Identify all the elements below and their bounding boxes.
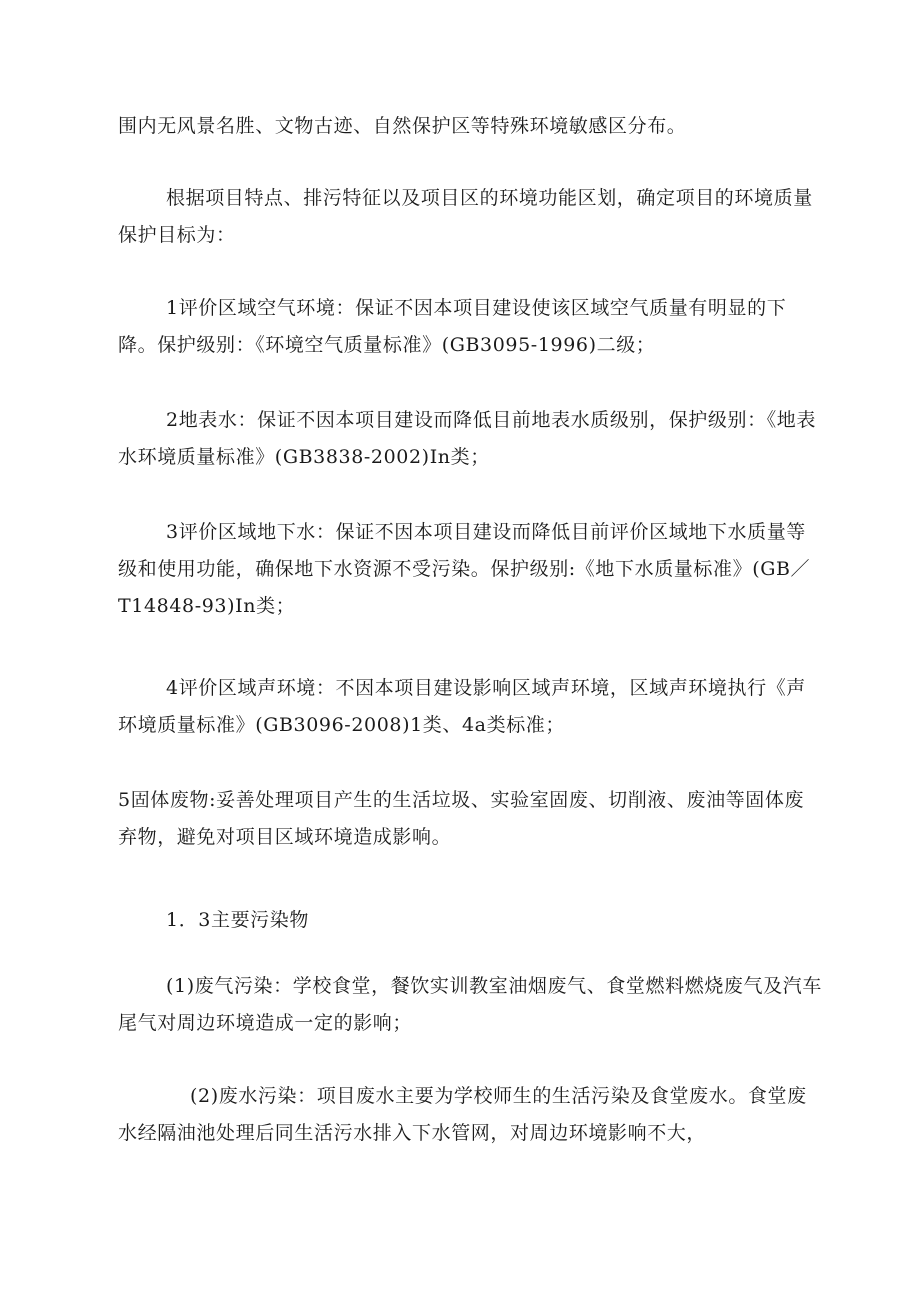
paragraph-surface-water: 2地表水：保证不因本项目建设而降低目前地表水质级别，保护级别：《地表水环境质量标准》(GB3838-2002)In类；	[118, 409, 816, 468]
paragraph-solid-waste: 5固体废物:妥善处理项目产生的生活垃圾、实验室固废、切削液、废油等固体废弃物，避免对项目区域环境造成影响。	[118, 789, 805, 848]
paragraph-acoustic-environment: 4评价区域声环境：不因本项目建设影响区域声环境，区域声环境执行《声环境质量标准》(GB3096-2008)1类、4a类标准；	[118, 677, 806, 736]
paragraph-waste-water-pollution: (2)废水污染：项目废水主要为学校师生的生活污染及食堂废水。食堂废水经隔油池处理后同生活污水排入下水管网，对周边环境影响不大，	[118, 1085, 807, 1144]
paragraph-air-environment: 1评价区域空气环境：保证不因本项目建设使该区域空气质量有明显的下降。保护级别：《环境空气质量标准》(GB3095-1996)二级；	[118, 297, 787, 356]
paragraph-groundwater: 3评价区域地下水：保证不因本项目建设而降低目前评价区域地下水质量等级和使用功能，确保地下水资源不受污染。保护级别:《地下水质量标准》(GB／T14848-93)In类；	[118, 521, 811, 617]
section-heading-main-pollutants: 1．3主要污染物	[166, 909, 309, 931]
paragraph-waste-gas-pollution: (1)废气污染：学校食堂，餐饮实训教室油烟废气、食堂燃料燃烧废气及汽车尾气对周边环境造成一定的影响；	[118, 975, 822, 1034]
paragraph-sensitive-area: 围内无风景名胜、文物古迹、自然保护区等特殊环境敏感区分布。	[118, 115, 687, 137]
paragraph-protection-goals-intro: 根据项目特点、排污特征以及项目区的环境功能区划，确定项目的环境质量保护目标为：	[118, 187, 813, 246]
